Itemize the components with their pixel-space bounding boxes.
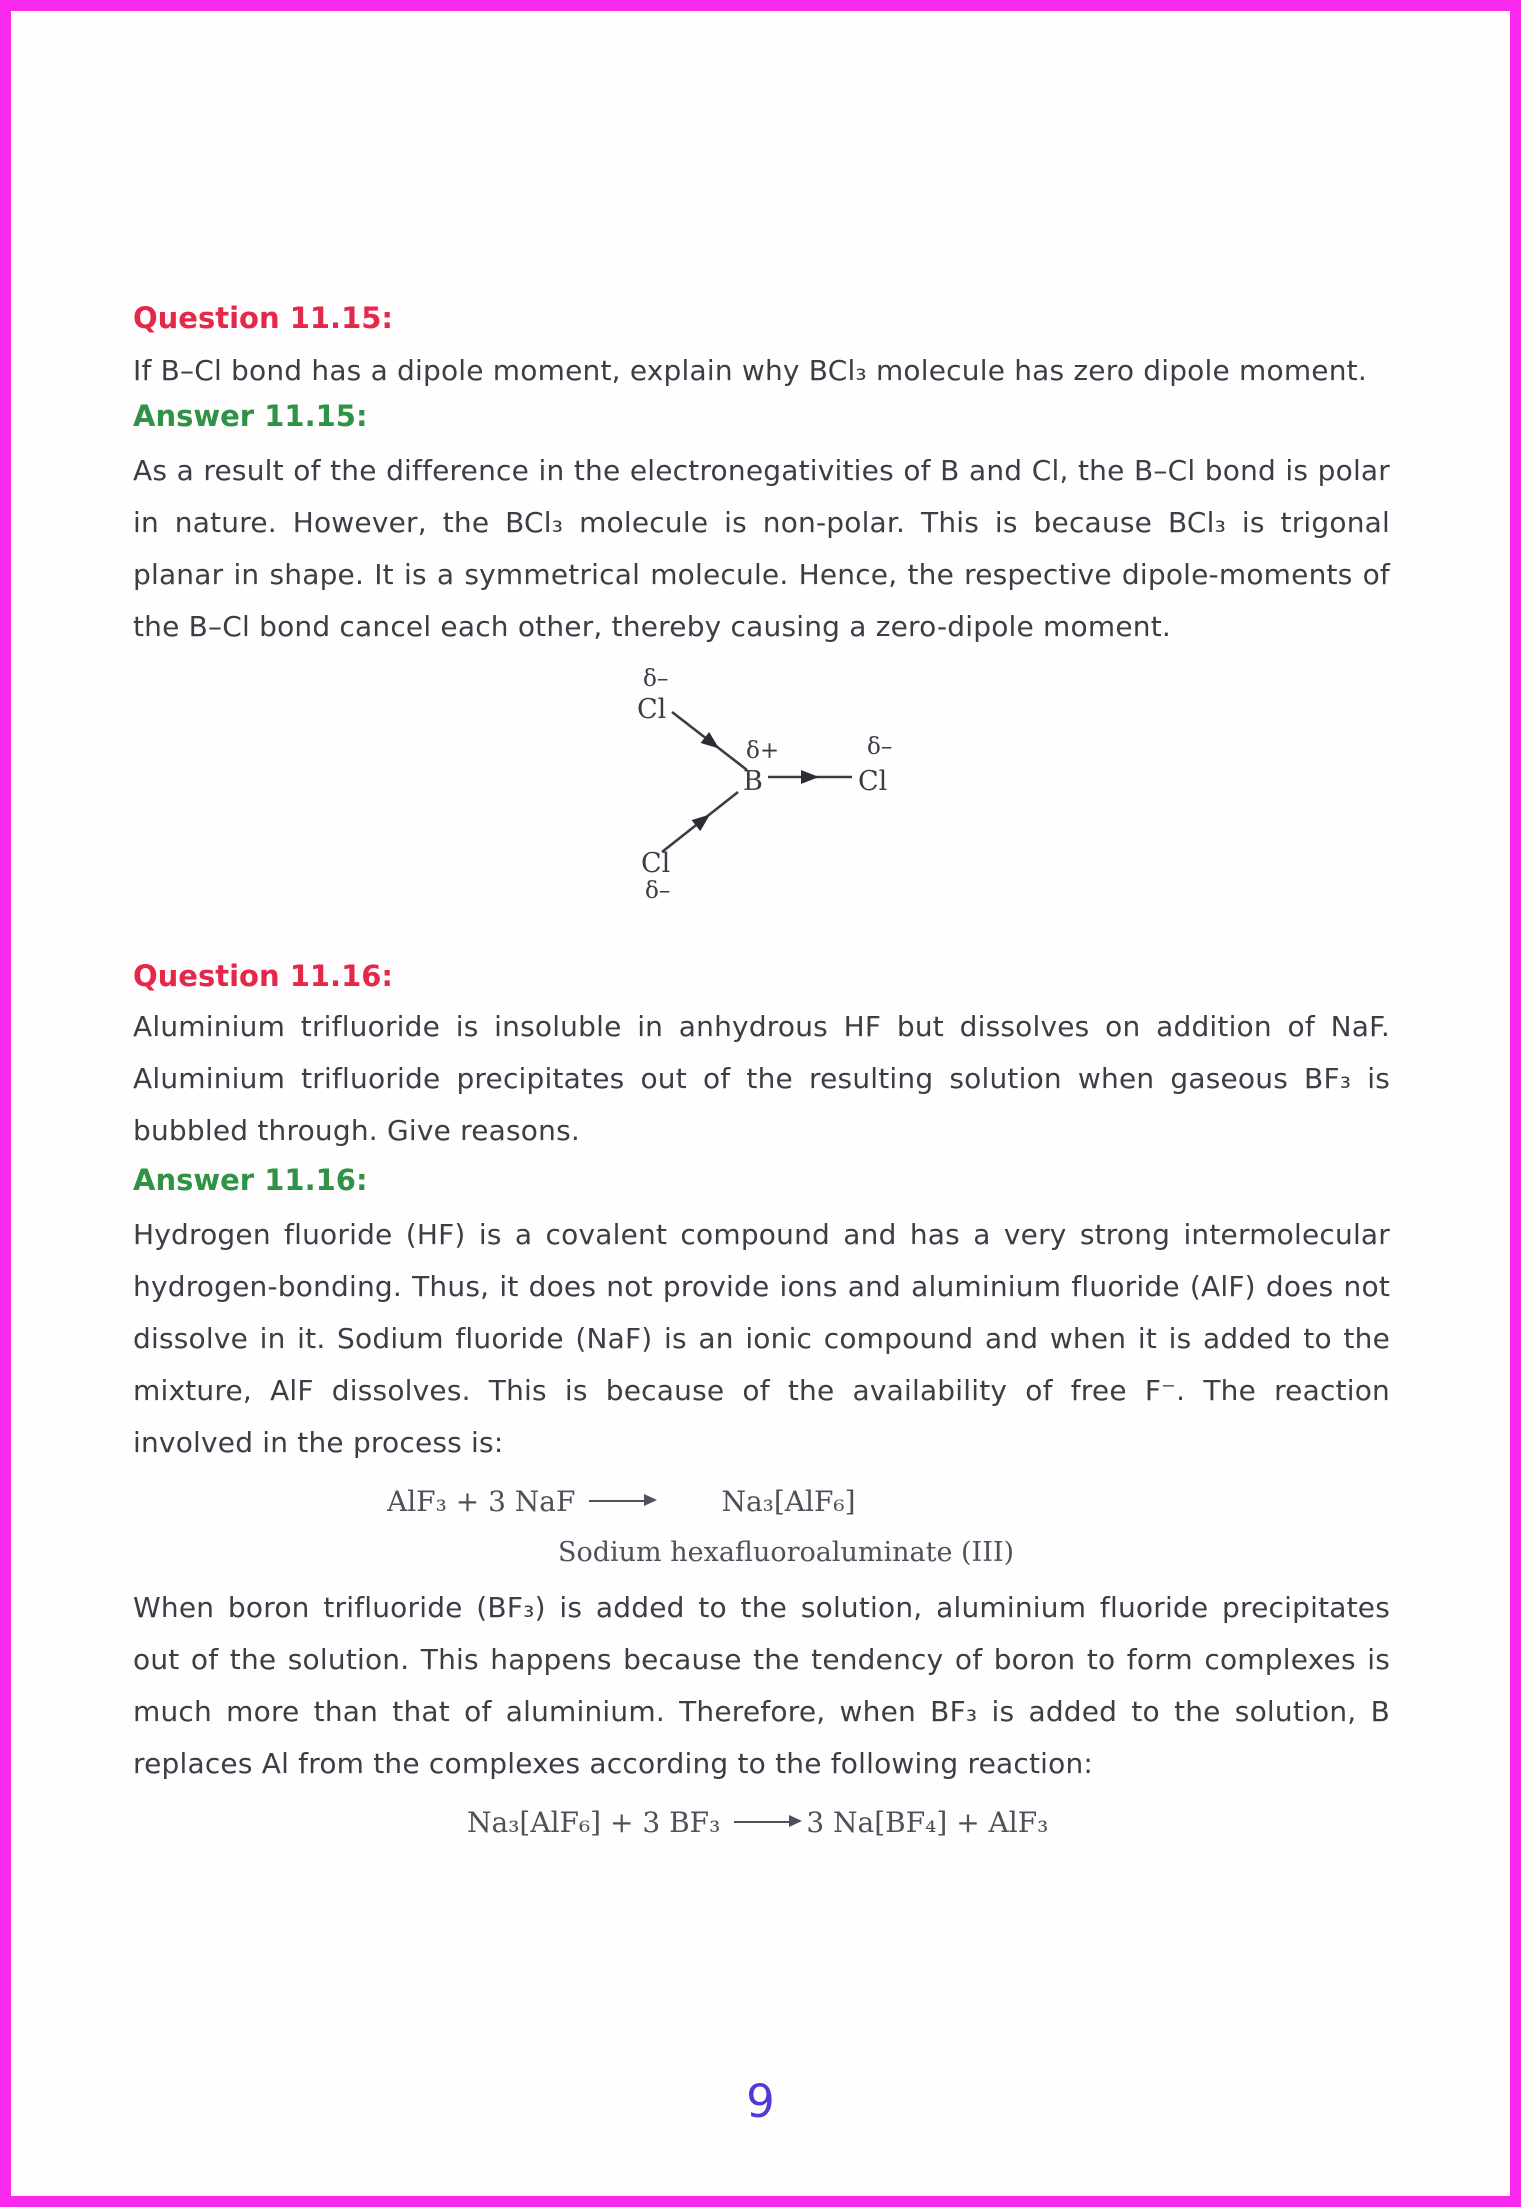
question-11-16-heading: Question 11.16: <box>133 959 394 993</box>
equation-bf3-lhs: Na₃[AlF₆] + 3 BF₃ <box>467 1806 721 1839</box>
cl-right-label: Cl <box>858 766 888 797</box>
answer-11-16-paragraph-1: Hydrogen fluoride (HF) is a covalent compound and has a very strong intermolecular hydrogen-bonding. Thus, it does not provide ions and aluminium fluoride (AlF) does not dissolve in it. Sodium fluoride (NaF) is an ionic compound and when it is added to the mixture, AlF dissolves. This is because of the availability of free F⁻. The reaction involved in the process is: <box>133 1218 1390 1459</box>
equation-naf-lhs: AlF₃ + 3 NaF <box>387 1485 576 1518</box>
equation-product-caption: Sodium hexafluoroaluminate (III) <box>558 1537 1015 1568</box>
reaction-arrow-icon <box>734 1821 790 1823</box>
dipole-arrow-right-icon <box>801 770 819 784</box>
equation-bf3-rhs: 3 Na[BF₄] + AlF₃ <box>806 1806 1049 1839</box>
question-11-15-heading: Question 11.15: <box>133 301 394 335</box>
equation-naf-rhs: Na₃[AlF₆] <box>721 1485 856 1518</box>
boron-label: B <box>743 766 763 797</box>
delta-minus-right-label: δ– <box>867 734 893 760</box>
page-number: 9 <box>746 2075 775 2128</box>
cl-bottom-label: Cl <box>641 848 671 879</box>
question-11-15-text: If B–Cl bond has a dipole moment, explain why BCl₃ molecule has zero dipole moment. <box>133 354 1367 387</box>
equation-bf3-reaction <box>467 1797 1048 1849</box>
delta-minus-top-label: δ– <box>643 666 669 692</box>
answer-11-15-heading: Answer 11.15: <box>133 399 368 433</box>
equation-naf-reaction <box>387 1476 856 1528</box>
answer-11-16-paragraph-2: When boron trifluoride (BF₃) is added to the solution, aluminium fluoride precipitates out of the solution. This happens because the tendency of boron to form complexes is much more than that of aluminium. Therefore, when BF₃ is added to the solution, B replaces Al from the complexes according to the following reaction: <box>133 1591 1390 1780</box>
bcl3-dipole-diagram <box>615 650 915 906</box>
reaction-arrow-icon <box>589 1500 645 1502</box>
answer-11-15-text: As a result of the difference in the electronegativities of B and Cl, the B–Cl bond is polar in nature. However, the BCl₃ molecule is non-polar. This is because BCl₃ is trigonal planar in shape. It is a symmetrical molecule. Hence, the respective dipole-moments of the B–Cl bond cancel each other, thereby causing a zero-dipole moment. <box>133 454 1390 643</box>
cl-top-label: Cl <box>637 694 667 725</box>
question-11-16-text: Aluminium trifluoride is insoluble in anhydrous HF but dissolves on addition of NaF. Aluminium trifluoride precipitates out of the resulting solution when gaseous BF₃ is bubbled through. Give reasons. <box>133 1010 1390 1147</box>
answer-11-16-heading: Answer 11.16: <box>133 1163 368 1197</box>
bcl3-dipole-svg <box>615 650 915 906</box>
delta-plus-label: δ+ <box>746 738 780 764</box>
delta-minus-bottom-label: δ– <box>645 878 671 904</box>
